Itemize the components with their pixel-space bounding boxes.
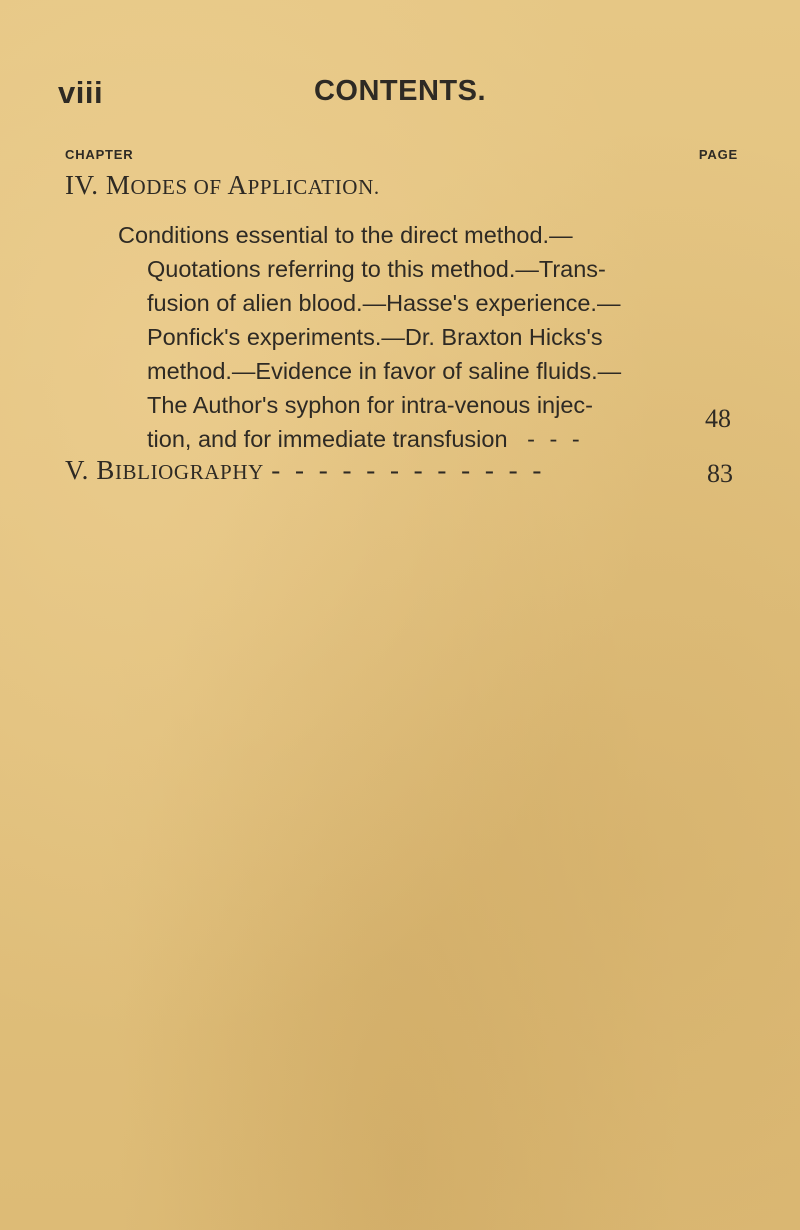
toc-entry-v-title xyxy=(65,455,545,486)
description-line: Quotations referring to this method.—Trans- xyxy=(147,256,606,282)
title-initial: A xyxy=(227,170,248,200)
toc-entry-iv-page: 48 xyxy=(705,404,731,433)
page-column-label: PAGE xyxy=(698,147,738,162)
toc-entry-iv-title xyxy=(65,170,380,201)
description-line: Conditions essential to the direct method.— xyxy=(118,222,573,248)
dot-leader: - - - - - - - - - - - - xyxy=(271,455,546,485)
description-line: method.—Evidence in favor of saline fluids.— xyxy=(147,358,622,384)
description-line: fusion of alien blood.—Hasse's experience.— xyxy=(147,290,621,316)
title-small-caps: PPLICATION. xyxy=(247,175,380,199)
description-text: tion, and for immediate transfusion xyxy=(147,426,508,452)
page-title: CONTENTS. xyxy=(313,75,487,107)
chapter-column-label: CHAPTER xyxy=(65,147,134,162)
description-line: The Author's syphon for intra-venous injec- xyxy=(147,392,593,418)
description-line: Ponfick's experiments.—Dr. Braxton Hicks's xyxy=(147,324,603,350)
chapter-number: V. xyxy=(65,455,89,485)
page-folio: viii xyxy=(58,75,104,110)
title-small-caps: ODES OF xyxy=(130,175,222,199)
dot-leader: - - - xyxy=(527,426,584,452)
title-initial: M xyxy=(105,170,131,200)
toc-entry-v-page: 83 xyxy=(707,459,733,488)
chapter-number: IV. xyxy=(65,170,99,200)
column-labels xyxy=(65,147,738,165)
running-head xyxy=(0,75,800,115)
description-line-last xyxy=(118,422,678,456)
title-small-caps: IBLIOGRAPHY xyxy=(114,460,264,484)
toc-entry-iv-description xyxy=(118,218,678,456)
title-initial: B xyxy=(96,455,115,485)
